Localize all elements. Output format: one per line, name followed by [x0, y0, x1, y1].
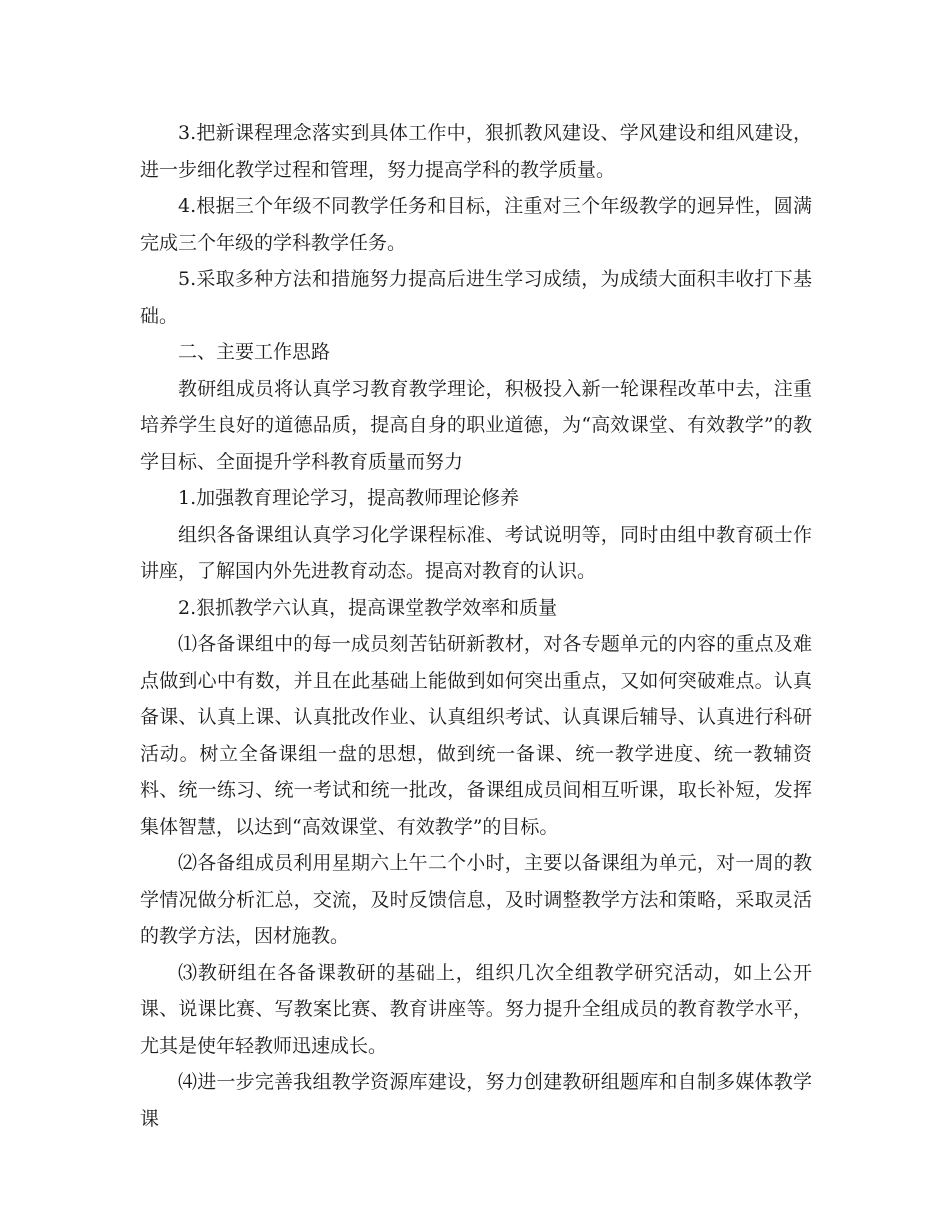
paragraph-item-1: ⑴各备课组中的每一成员刻苦钻研新教材，对各专题单元的内容的重点及难点做到心中有数，并且在此基础上能做到如何突出重点，又如何突破难点。认真备课、认真上课、认真批改作业、认真组织考试、认真课后辅导、认真进行科研活动。树立全备课组一盘的思想，做到统一备课、统一教学进度、统一教辅资料、统一练习、统一考试和统一批改，备课组成员间相互听课，取长补短，发挥集体智慧，以达到“高效课堂、有效教学”的目标。: [140, 633, 812, 838]
paragraph-goal-3: 3.把新课程理念落实到具体工作中，狠抓教风建设、学风建设和组风建设，进一步细化教学过程和管理，努力提高学科的教学质量。: [140, 122, 812, 181]
paragraph-item-4: ⑷进一步完善我组教学资源库建设，努力创建教研组题库和自制多媒体教学课: [140, 1071, 812, 1130]
subheading-theory-study: 1.加强教育理论学习，提高教师理论修养: [178, 487, 520, 509]
paragraph-item-3: ⑶教研组在各备课教研的基础上，组织几次全组教学研究活动，如上公开课、说课比赛、写教案比赛、教育讲座等。努力提升全组成员的教育教学水平，尤其是使年轻教师迅速成长。: [140, 961, 812, 1057]
section-heading-main-ideas: 二、主要工作思路: [178, 341, 331, 363]
paragraph-goal-4: 4.根据三个年级不同教学任务和目标，注重对三个年级教学的迥异性，圆满完成三个年级的学科教学任务。: [140, 195, 812, 254]
paragraph-goal-5: 5.采取多种方法和措施努力提高后进生学习成绩，为成绩大面积丰收打下基础。: [140, 268, 812, 327]
subheading-six-diligences: 2.狠抓教学六认真，提高课堂教学效率和质量: [178, 596, 558, 619]
paragraph-item-2: ⑵各备组成员利用星期六上午二个小时，主要以备课组为单元，对一周的教学情况做分析汇总，交流，及时反馈信息，及时调整教学方法和策略，采取灵活的教学方法，因材施教。: [140, 852, 812, 947]
paragraph-intro: 教研组成员将认真学习教育教学理论，积极投入新一轮课程改革中去，注重培养学生良好的道德品质，提高自身的职业道德，为“高效课堂、有效教学”的教学目标、全面提升学科教育质量而努力: [140, 377, 812, 473]
paragraph-theory-study: 组织各备课组认真学习化学课程标准、考试说明等，同时由组中教育硕士作讲座，了解国内外先进教育动态。提高对教育的认识。: [140, 523, 812, 582]
document-body: [140, 115, 812, 1137]
